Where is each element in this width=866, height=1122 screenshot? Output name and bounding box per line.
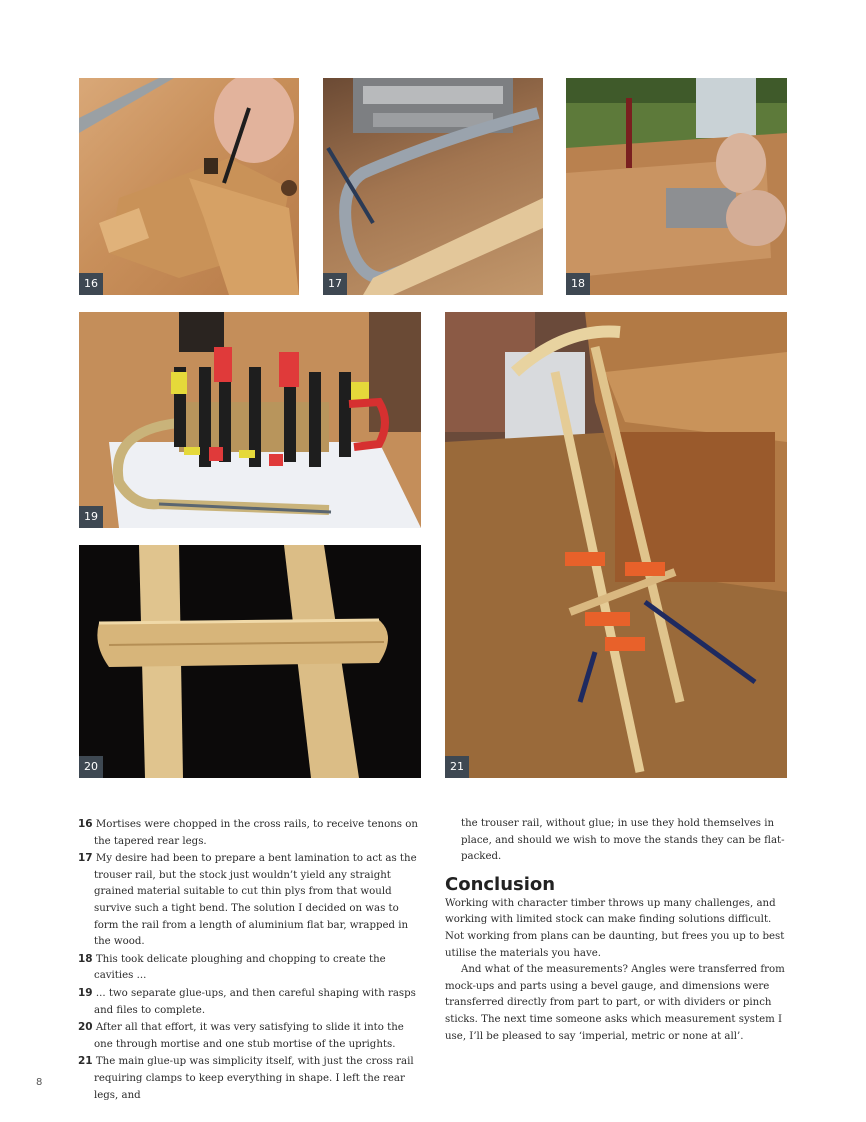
photo-19	[79, 312, 421, 528]
caption-17	[78, 850, 424, 951]
caption-21-continuation: the trouser rail, without glue; in use they hold themselves in place, and should we wish to move the stands they can be flat-packed.	[461, 818, 785, 863]
caption-number: 18	[78, 952, 93, 965]
photo-17	[323, 78, 543, 295]
photo-label-16: 16	[79, 273, 103, 295]
caption-number: 19	[78, 986, 93, 999]
caption-16	[78, 816, 424, 850]
photo-17-image	[323, 78, 543, 295]
caption-number: 16	[78, 818, 93, 830]
page-number: 8	[36, 1077, 43, 1088]
caption-18	[78, 951, 424, 985]
text-column-right	[445, 816, 790, 1045]
photo-18-image	[566, 78, 787, 295]
photo-16-image	[79, 78, 299, 295]
caption-text: This took delicate ploughing and chopping to create the cavities ...	[94, 953, 386, 982]
caption-number: 17	[78, 852, 93, 865]
caption-text: After all that effort, it was very satisfying to slide it into the one through mortise and one stub mortise of the uprights.	[94, 1022, 404, 1050]
photo-label-18: 18	[566, 273, 590, 295]
photo-20	[79, 545, 421, 778]
conclusion-heading: Conclusion	[445, 873, 556, 895]
caption-number: 20	[78, 1021, 93, 1034]
photo-label-19: 19	[79, 506, 103, 528]
photo-21-image	[445, 312, 787, 778]
caption-text: Mortises were chopped in the cross rails, to receive tenons on the tapered rear legs.	[94, 819, 418, 847]
caption-number: 21	[78, 1055, 93, 1068]
photo-label-20: 20	[79, 756, 103, 778]
caption-text: The main glue-up was simplicity itself, with just the cross rail requiring clamps to keep everything in shape. I left the rear legs, and	[94, 1056, 414, 1101]
photo-18	[566, 78, 787, 295]
photo-20-image	[79, 545, 421, 778]
conclusion-paragraph-1: Working with character timber throws up many challenges, and working with limited stock can make finding solutions difficult. Not working from plans can be daunting, but frees you up to best utilise the materials you have.	[445, 897, 785, 959]
conclusion-paragraph-2: And what of the measurements? Angles were transferred from mock-ups and parts using a bevel gauge, and dimensions were transferred directly from part to part, or with dividers or pinch sticks. The next time someone asks which measurement system I use, I’ll be pleased to say ‘imperial, metric or none at all’.	[445, 964, 785, 1042]
captions-column-left	[78, 816, 424, 1104]
caption-text: My desire had been to prepare a bent lamination to act as the trouser rail, but the stock just wouldn’t yield any straight grained material suitable to cut thin plys from that would survive such a tight bend. The solution I decided on was to form the rail from a length of aluminium flat bar, wrapped in the wood.	[94, 853, 417, 948]
photo-label-21: 21	[445, 756, 469, 778]
caption-20	[78, 1019, 424, 1053]
photo-21	[445, 312, 787, 778]
caption-21	[78, 1053, 424, 1104]
caption-text: ... two separate glue-ups, and then careful shaping with rasps and files to complete.	[94, 987, 416, 1016]
caption-19	[78, 985, 424, 1019]
photo-label-17: 17	[323, 273, 347, 295]
photo-19-image	[79, 312, 421, 528]
photo-16	[79, 78, 299, 295]
